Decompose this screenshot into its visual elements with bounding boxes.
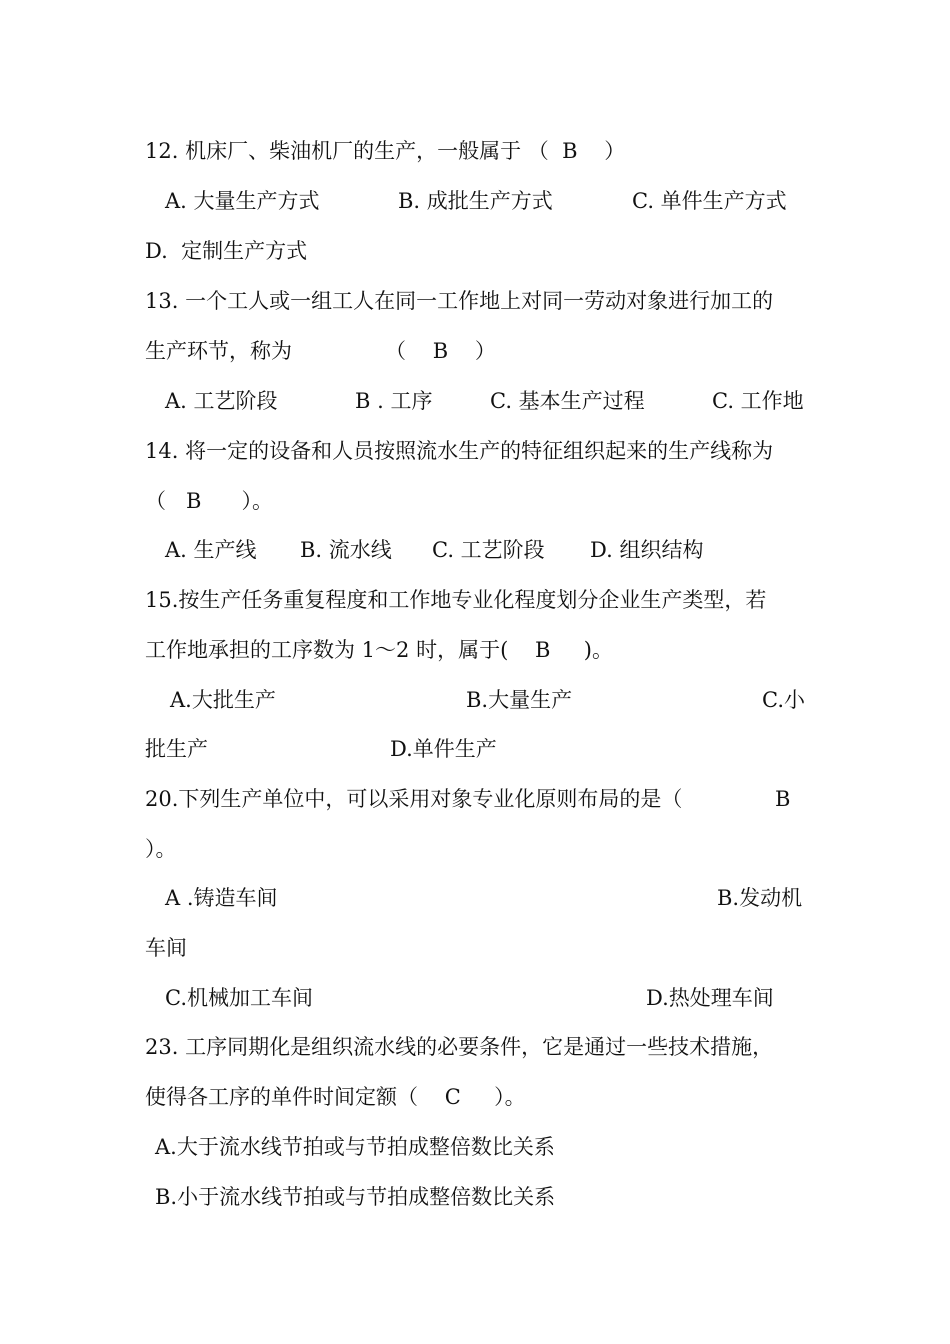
q23-option-a: A.大于流水线节拍或与节拍成整倍数比关系 [155,1135,555,1159]
q23-option-b: B.小于流水线节拍或与节拍成整倍数比关系 [155,1185,556,1209]
q14-option-d: D. 组织结构 [590,538,704,562]
q20-answer: B [775,787,791,811]
q13-option-a: A. 工艺阶段 [165,389,278,413]
q13-answer: （ B ） [385,339,496,363]
q15-option-c-part1: C.小 [762,688,805,712]
q13-option-c: C. 基本生产过程 [490,389,645,413]
q12-option-c: C. 单件生产方式 [632,189,787,213]
q20-option-c: C.机械加工车间 [165,986,313,1010]
q14-option-c: C. 工艺阶段 [432,538,545,562]
q12-option-b: B. 成批生产方式 [398,189,553,213]
q15-stem-line1: 15.按生产任务重复程度和工作地专业化程度划分企业生产类型，若 [145,588,767,612]
q12-option-d: D. 定制生产方式 [145,239,308,263]
q23-stem-line2: 使得各工序的单件时间定额（ C ）。 [145,1085,526,1109]
q14-stem-line2: （ B ）。 [145,489,274,513]
q20-option-a: A .铸造车间 [165,886,278,910]
q12-option-a: A. 大量生产方式 [165,189,320,213]
q13-stem-line2: 生产环节，称为 [145,339,292,363]
q13-option-b: B . 工序 [355,389,433,413]
q20-stem-line1: 20.下列生产单位中，可以采用对象专业化原则布局的是（ [145,787,683,811]
q14-stem-line1: 14. 将一定的设备和人员按照流水生产的特征组织起来的生产线称为 [145,439,774,463]
q15-option-d: D.单件生产 [390,737,497,761]
q12-stem: 12. 机床厂、柴油机厂的生产，一般属于 （ B ） [145,139,626,163]
q20-option-d: D.热处理车间 [646,986,774,1010]
q15-option-b: B.大量生产 [466,688,573,712]
q13-stem-line1: 13. 一个工人或一组工人在同一工作地上对同一劳动对象进行加工的 [145,289,774,313]
q14-option-b: B. 流水线 [300,538,392,562]
q20-stem-line2: ）。 [145,837,177,861]
q15-option-c-part2: 批生产 [145,737,208,761]
q13-option-d: C. 工作地 [712,389,804,413]
q14-option-a: A. 生产线 [165,538,257,562]
q23-stem-line1: 23. 工序同期化是组织流水线的必要条件，它是通过一些技术措施， [145,1035,774,1059]
q20-option-b-part1: B.发动机 [717,886,803,910]
q15-stem-line2: 工作地承担的工序数为 1～2 时，属于( B )。 [145,638,613,662]
q15-option-a: A.大批生产 [170,688,276,712]
q20-option-b-part2: 车间 [145,936,187,960]
